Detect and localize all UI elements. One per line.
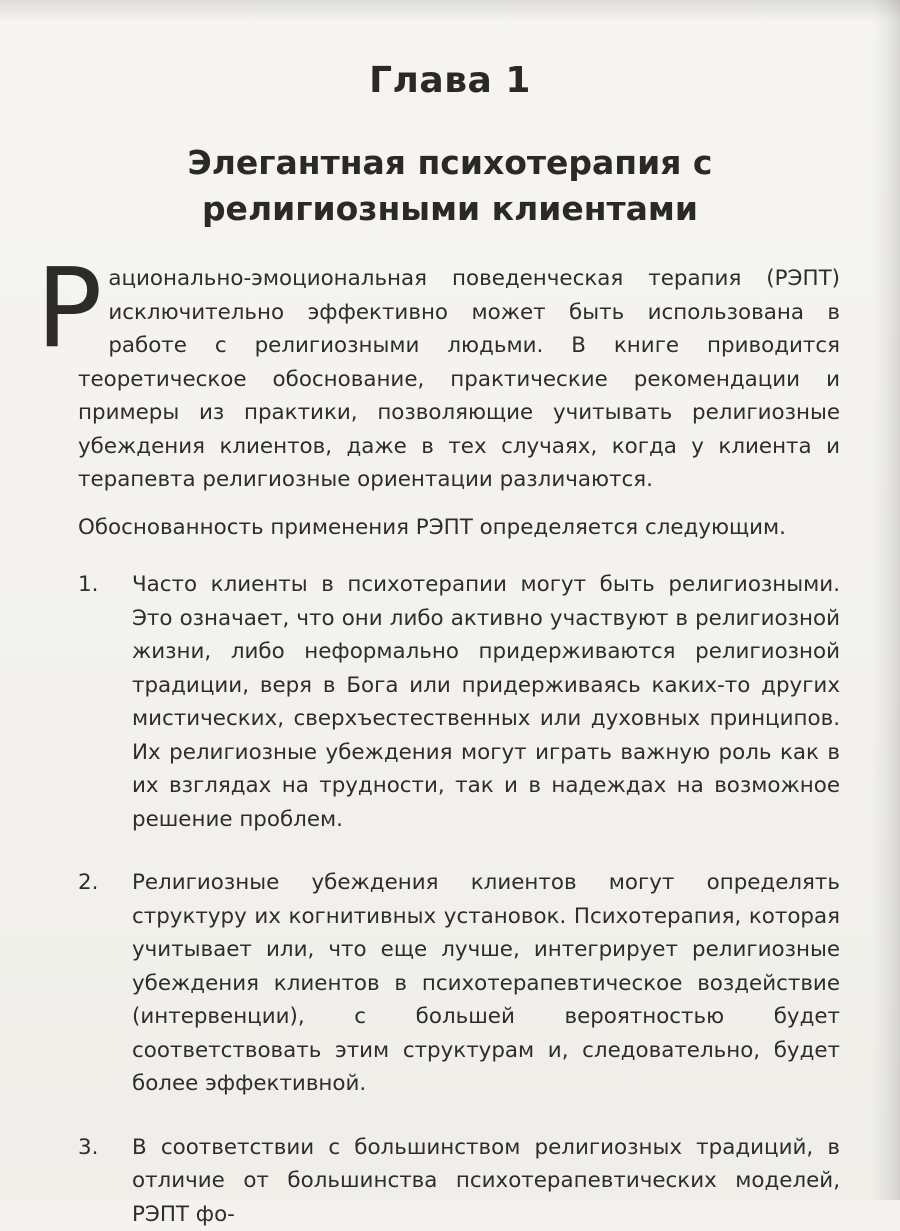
intro-text: ационально-эмоциональная поведенческая терапия (РЭПТ) исключительно эффективно может быть использована в работе с религиозными людьми. В книге приводится теоретическое обоснование, практические рекомендации и примеры из практики, позволяющие учитывать религиозные убеждения клиентов, даже в тех случаях, когда у клиента и терапевта религиозные ориентации различаются. (78, 266, 840, 492)
page-fold-shadow (872, 0, 900, 1200)
list-item-text: В соответствии с большинством религиозных традиций, в отличие от большинства психотерапевтических моделей, РЭПТ фо- (132, 1135, 840, 1227)
page-body (78, 262, 840, 1231)
list-item-number: 2. (78, 866, 118, 900)
list-item-number: 1. (78, 568, 118, 602)
reasons-list (78, 568, 840, 1231)
chapter-label: Глава 1 (0, 60, 900, 101)
list-item (78, 866, 840, 1101)
list-item-text: Часто клиенты в психотерапии могут быть религиозными. Это означает, что они либо активно участвуют в религиозной жизни, либо неформально придерживаются религиозной традиции, веря в Бога или придерживаясь каких-то других мистических, сверхъестественных или духовных принципов. Их религиозные убеждения могут играть важную роль как в их взглядах на трудности, так и в надеждах на возможное решение проблем. (132, 572, 840, 832)
list-item (78, 1131, 840, 1231)
list-item-number: 3. (78, 1131, 118, 1165)
drop-cap: Р (36, 264, 102, 352)
list-item (78, 568, 840, 836)
chapter-title: Элегантная психотерапия с религиозными клиентами (60, 140, 840, 232)
list-item-text: Религиозные убеждения клиентов могут определять структуру их когнитивных установок. Психотерапия, которая учитывает или, что еще лучше, интегрирует религиозные убеждения клиентов в психотерапевтическое воздействие (интервенции), с большей вероятностью будет соответствовать этим структурам и, следовательно, будет более эффективной. (132, 870, 840, 1096)
page-top-edge (0, 0, 900, 22)
intro-paragraph (78, 262, 840, 497)
lead-paragraph: Обоснованность применения РЭПТ определяется следующим. (78, 511, 840, 545)
